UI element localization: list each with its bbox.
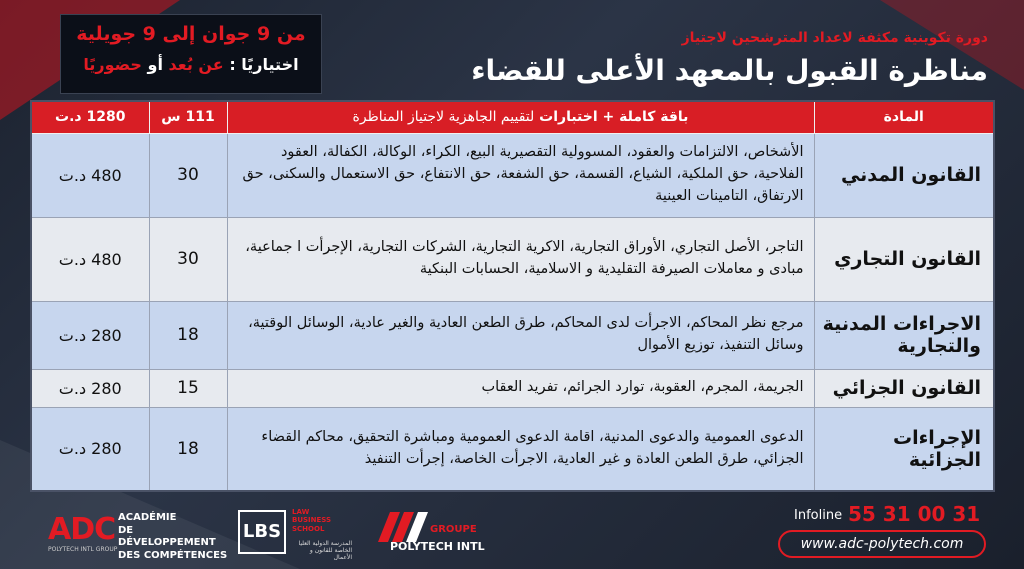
polytech-stripes-icon — [368, 512, 428, 542]
header-package — [227, 101, 814, 133]
adc-line-1: ACADÉMIE — [118, 512, 177, 523]
mode-inperson: حضوريًا — [83, 55, 142, 74]
lbs-logo-arabic: المدرسة الدولية العليا الخاصة للقانون و الأعمال — [298, 540, 352, 561]
table-header-row — [31, 101, 994, 133]
row-subject: القانون الجزائي — [814, 369, 994, 407]
page-subtitle: دورة تكوينية مكثفة لاعداد المترشحين لاجتياز — [681, 30, 988, 46]
row-hours: 18 — [149, 407, 227, 491]
courses-table — [30, 100, 995, 492]
dates-line — [61, 23, 321, 45]
table-row — [31, 407, 994, 491]
adc-line-3: DES COMPÉTENCES — [118, 549, 228, 561]
mode-label: اختياريًا : — [229, 55, 299, 74]
adc-line-2: DE DÉVELOPPEMENT — [118, 524, 216, 548]
row-subject: الاجراءات المدنية والتجارية — [814, 301, 994, 369]
row-description: الأشخاص، الالتزامات والعقود، المسوولية التقصيرية البيع، الكراء، الوكالة، الكفالة، العقود الفلاحية، حق الملكية، الشياع، القسمة، حق الشفعة، حق الانتفاع، حق الاستعمال والسكنى، حق الارتفاق، التامينات العينية — [227, 133, 814, 217]
date-mode-box — [60, 14, 322, 94]
contact-block — [778, 502, 988, 562]
header-package-rest: لتقييم الجاهزية لاجتياز المناظرة — [352, 109, 535, 126]
lbs-logo — [238, 506, 352, 561]
row-description: الدعوى العمومية والدعوى المدنية، اقامة الدعوى العمومية ومباشرة التحقيق، محاكم القضاء الجزائي، طرق الطعن العادة و غير العادية، الاجرأت الخاصة، إجرأت التنفيذ — [227, 407, 814, 491]
adc-logo-sub: POLYTECH INTL GROUP — [48, 546, 118, 553]
table-row — [31, 369, 994, 407]
lbs-line-1: LAW — [292, 508, 310, 516]
row-hours: 18 — [149, 301, 227, 369]
row-hours: 30 — [149, 217, 227, 301]
lbs-line-2: BUSINESS — [292, 516, 332, 525]
table-row — [31, 133, 994, 217]
row-description: الجريمة، المجرم، العقوبة، توارد الجرائم، تفريد العقاب — [227, 369, 814, 407]
row-hours: 30 — [149, 133, 227, 217]
row-description: مرجع نظر المحاكم، الاجرأت لدى المحاكم، طرق الطعن العادية والغير عادية، الوسائل الوقتية، وسائل التنفيذ، توزيع الأموال — [227, 301, 814, 369]
row-price: 480 د.ت — [31, 217, 149, 301]
polytech-groupe-text: GROUPE — [430, 524, 477, 535]
row-subject: القانون التجاري — [814, 217, 994, 301]
header-package-bold: باقة كاملة + اختبارات — [539, 109, 689, 126]
page-title: مناظرة القبول بالمعهد الأعلى للقضاء — [471, 54, 988, 87]
header-price: 1280 د.ت — [31, 101, 149, 133]
table-row — [31, 301, 994, 369]
adc-logo — [48, 506, 234, 561]
dates-to-word: إلى — [162, 23, 196, 45]
lbs-logo-mark: LBS — [238, 510, 286, 554]
row-price: 280 د.ت — [31, 369, 149, 407]
dates-from: من 9 جوان — [202, 23, 306, 45]
polytech-logo — [368, 506, 488, 558]
adc-logo-text — [118, 512, 234, 562]
row-subject: القانون المدني — [814, 133, 994, 217]
lbs-logo-text — [292, 508, 331, 533]
header-subject: المادة — [814, 101, 994, 133]
infoline-number[interactable]: 55 31 00 31 — [848, 502, 981, 526]
header-hours: 111 س — [149, 101, 227, 133]
row-price: 280 د.ت — [31, 301, 149, 369]
website-link[interactable]: www.adc-polytech.com — [778, 530, 986, 558]
row-price: 280 د.ت — [31, 407, 149, 491]
row-price: 480 د.ت — [31, 133, 149, 217]
polytech-name-text: POLYTECH INTL — [390, 540, 485, 553]
infoline-label: Infoline — [794, 508, 843, 523]
mode-line — [61, 55, 321, 74]
adc-logo-mark: ADC — [48, 512, 116, 547]
row-subject: الإجراءات الجزائية — [814, 407, 994, 491]
mode-or: أو — [147, 55, 163, 74]
lbs-line-3: SCHOOL — [292, 524, 325, 533]
table-row — [31, 217, 994, 301]
dates-to: 9 جويلية — [76, 23, 156, 45]
mode-remote: عن بُعد — [168, 55, 224, 74]
row-hours: 15 — [149, 369, 227, 407]
row-description: التاجر، الأصل التجاري، الأوراق التجارية، الاكرية التجارية، الشركات التجارية، الإجرأت ا جماعية، مبادى و معاملات الصيرفة التقليدية و الاسلامية، الحسابات البنكية — [227, 217, 814, 301]
